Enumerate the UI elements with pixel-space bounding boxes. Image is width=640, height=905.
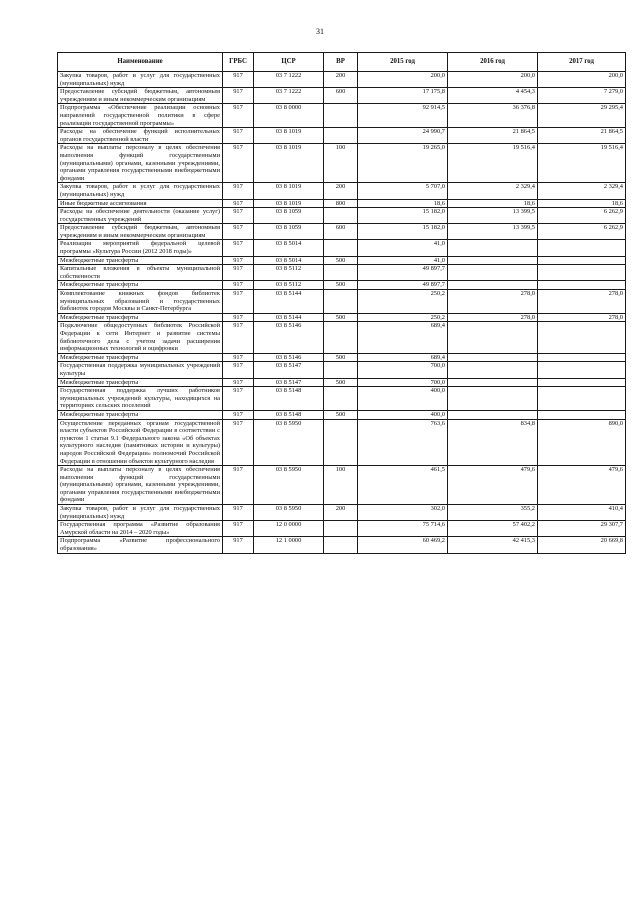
- header-grbs: ГРБС: [223, 53, 254, 72]
- amount-2017-cell: [538, 265, 626, 281]
- grbs-cell: 917: [223, 290, 254, 314]
- amount-2015-cell: 763,6: [358, 419, 448, 466]
- vr-cell: 500: [324, 410, 358, 419]
- amount-2015-cell: 75 714,6: [358, 521, 448, 537]
- amount-2015-cell: 92 914,5: [358, 104, 448, 128]
- csr-cell: 03 8 1019: [254, 128, 324, 144]
- vr-cell: 600: [324, 224, 358, 240]
- grbs-cell: 917: [223, 353, 254, 362]
- row-name-cell: Государственная поддержка муниципальных учреждений культуры: [58, 362, 223, 378]
- vr-cell: 500: [324, 378, 358, 387]
- header-csr: ЦСР: [254, 53, 324, 72]
- csr-cell: 03 8 5147: [254, 362, 324, 378]
- csr-cell: 03 7 1222: [254, 88, 324, 104]
- header-2015: 2015 год: [358, 53, 448, 72]
- grbs-cell: 917: [223, 144, 254, 183]
- header-vr: ВР: [324, 53, 358, 72]
- csr-cell: 03 8 5144: [254, 290, 324, 314]
- page-number: 31: [316, 27, 324, 36]
- amount-2016-cell: [448, 322, 538, 353]
- row-name-cell: Расходы на обеспечение деятельности (оказание услуг) государственных учреждений: [58, 208, 223, 224]
- csr-cell: 03 8 5144: [254, 313, 324, 322]
- amount-2015-cell: 302,0: [358, 505, 448, 521]
- csr-cell: 03 8 0000: [254, 104, 324, 128]
- amount-2017-cell: 29 307,7: [538, 521, 626, 537]
- header-2017: 2017 год: [538, 53, 626, 72]
- csr-cell: 03 8 5950: [254, 466, 324, 505]
- csr-cell: 03 8 1059: [254, 224, 324, 240]
- table-row: [58, 353, 626, 362]
- amount-2017-cell: [538, 240, 626, 256]
- amount-2016-cell: [448, 281, 538, 290]
- row-name-cell: Государственная поддержка лучших работников муниципальных учреждений культуры, находящихся на территориях сельских поселений: [58, 387, 223, 411]
- grbs-cell: 917: [223, 322, 254, 353]
- row-name-cell: Закупка товаров, работ и услуг для государственных (муниципальных) нужд: [58, 505, 223, 521]
- table-row: [58, 378, 626, 387]
- amount-2017-cell: 6 262,9: [538, 224, 626, 240]
- row-name-cell: Подпрограмма «Обеспечение реализации основных направлений государственной политики в сфере реализации государственной программы»: [58, 104, 223, 128]
- csr-cell: 03 8 5950: [254, 419, 324, 466]
- grbs-cell: 917: [223, 419, 254, 466]
- amount-2015-cell: 41,0: [358, 256, 448, 265]
- vr-cell: [324, 521, 358, 537]
- amount-2015-cell: 18,6: [358, 199, 448, 208]
- amount-2016-cell: [448, 387, 538, 411]
- table-row: [58, 537, 626, 553]
- amount-2017-cell: 278,0: [538, 313, 626, 322]
- row-name-cell: Закупка товаров, работ и услуг для государственных (муниципальных) нужд: [58, 72, 223, 88]
- table-row: [58, 281, 626, 290]
- vr-cell: [324, 104, 358, 128]
- table-row: [58, 322, 626, 353]
- amount-2015-cell: 200,0: [358, 72, 448, 88]
- table-row: [58, 521, 626, 537]
- amount-2016-cell: 479,6: [448, 466, 538, 505]
- grbs-cell: 917: [223, 387, 254, 411]
- vr-cell: [324, 290, 358, 314]
- vr-cell: 500: [324, 281, 358, 290]
- amount-2016-cell: 36 376,8: [448, 104, 538, 128]
- amount-2015-cell: 15 182,0: [358, 208, 448, 224]
- vr-cell: [324, 537, 358, 553]
- row-name-cell: Межбюджетные трансферты: [58, 410, 223, 419]
- amount-2015-cell: 250,2: [358, 313, 448, 322]
- vr-cell: 100: [324, 466, 358, 505]
- amount-2015-cell: 49 897,7: [358, 281, 448, 290]
- grbs-cell: 917: [223, 199, 254, 208]
- amount-2017-cell: 21 864,5: [538, 128, 626, 144]
- grbs-cell: 917: [223, 128, 254, 144]
- row-name-cell: Реализация мероприятий федеральной целевой программы «Культура России (2012 2018 годы)»: [58, 240, 223, 256]
- table-row: [58, 419, 626, 466]
- table-row: [58, 362, 626, 378]
- table-row: [58, 104, 626, 128]
- amount-2016-cell: 200,0: [448, 72, 538, 88]
- amount-2016-cell: 18,6: [448, 199, 538, 208]
- amount-2015-cell: 689,4: [358, 353, 448, 362]
- amount-2016-cell: 13 399,5: [448, 224, 538, 240]
- amount-2016-cell: 278,0: [448, 290, 538, 314]
- row-name-cell: Подключение общедоступных библиотек Российской Федерации к сети Интернет и развитие системы библиотечного дела с учетом задачи расширения информационных технологий и оцифровки: [58, 322, 223, 353]
- csr-cell: 03 8 5146: [254, 353, 324, 362]
- amount-2015-cell: 461,5: [358, 466, 448, 505]
- amount-2016-cell: 21 864,5: [448, 128, 538, 144]
- grbs-cell: 917: [223, 505, 254, 521]
- amount-2017-cell: 278,0: [538, 290, 626, 314]
- amount-2017-cell: [538, 362, 626, 378]
- csr-cell: 03 8 5148: [254, 410, 324, 419]
- amount-2017-cell: [538, 256, 626, 265]
- amount-2015-cell: 15 182,0: [358, 224, 448, 240]
- amount-2015-cell: 49 897,7: [358, 265, 448, 281]
- vr-cell: 200: [324, 72, 358, 88]
- csr-cell: 03 8 1059: [254, 208, 324, 224]
- budget-table: [57, 52, 626, 554]
- amount-2015-cell: 400,0: [358, 387, 448, 411]
- grbs-cell: 917: [223, 313, 254, 322]
- amount-2015-cell: 41,0: [358, 240, 448, 256]
- table-row: [58, 183, 626, 199]
- grbs-cell: 917: [223, 378, 254, 387]
- amount-2016-cell: 834,8: [448, 419, 538, 466]
- amount-2015-cell: 700,0: [358, 362, 448, 378]
- amount-2016-cell: 57 402,2: [448, 521, 538, 537]
- grbs-cell: 917: [223, 240, 254, 256]
- grbs-cell: 917: [223, 466, 254, 505]
- amount-2016-cell: [448, 410, 538, 419]
- amount-2017-cell: [538, 378, 626, 387]
- amount-2016-cell: 4 454,3: [448, 88, 538, 104]
- row-name-cell: Капитальные вложения в объекты муниципальной собственности: [58, 265, 223, 281]
- vr-cell: [324, 387, 358, 411]
- table-row: [58, 387, 626, 411]
- grbs-cell: 917: [223, 104, 254, 128]
- row-name-cell: Предоставление субсидий бюджетным, автономным учреждениям и иным некоммерческим организациям: [58, 88, 223, 104]
- amount-2016-cell: 278,0: [448, 313, 538, 322]
- vr-cell: [324, 128, 358, 144]
- row-name-cell: Государственная программа «Развитие образования Амурской области на 2014 – 2020 годы»: [58, 521, 223, 537]
- vr-cell: [324, 265, 358, 281]
- table-row: [58, 88, 626, 104]
- amount-2017-cell: [538, 387, 626, 411]
- amount-2017-cell: 19 516,4: [538, 144, 626, 183]
- row-name-cell: Межбюджетные трансферты: [58, 256, 223, 265]
- amount-2016-cell: [448, 265, 538, 281]
- amount-2017-cell: 200,0: [538, 72, 626, 88]
- vr-cell: [324, 208, 358, 224]
- amount-2016-cell: [448, 353, 538, 362]
- grbs-cell: 917: [223, 362, 254, 378]
- csr-cell: 12 1 0000: [254, 537, 324, 553]
- csr-cell: 03 8 5148: [254, 387, 324, 411]
- amount-2016-cell: 19 516,4: [448, 144, 538, 183]
- csr-cell: 03 8 1019: [254, 183, 324, 199]
- amount-2017-cell: [538, 410, 626, 419]
- amount-2016-cell: 13 399,5: [448, 208, 538, 224]
- amount-2017-cell: 479,6: [538, 466, 626, 505]
- amount-2017-cell: [538, 281, 626, 290]
- vr-cell: [324, 322, 358, 353]
- amount-2016-cell: [448, 256, 538, 265]
- csr-cell: 03 8 5014: [254, 256, 324, 265]
- csr-cell: 03 8 1019: [254, 144, 324, 183]
- vr-cell: [324, 419, 358, 466]
- amount-2017-cell: 7 279,0: [538, 88, 626, 104]
- vr-cell: [324, 362, 358, 378]
- vr-cell: 500: [324, 256, 358, 265]
- csr-cell: 03 7 1222: [254, 72, 324, 88]
- vr-cell: 200: [324, 183, 358, 199]
- csr-cell: 03 8 5112: [254, 265, 324, 281]
- table-row: [58, 505, 626, 521]
- row-name-cell: Межбюджетные трансферты: [58, 378, 223, 387]
- row-name-cell: Предоставление субсидий бюджетным, автономным учреждениям и иным некоммерческим организациям: [58, 224, 223, 240]
- amount-2015-cell: 700,0: [358, 378, 448, 387]
- vr-cell: 100: [324, 144, 358, 183]
- row-name-cell: Межбюджетные трансферты: [58, 353, 223, 362]
- grbs-cell: 917: [223, 72, 254, 88]
- amount-2017-cell: 410,4: [538, 505, 626, 521]
- amount-2017-cell: [538, 353, 626, 362]
- row-name-cell: Расходы на обеспечение функций исполнительных органов государственной власти: [58, 128, 223, 144]
- row-name-cell: Иные бюджетные ассигнования: [58, 199, 223, 208]
- csr-cell: 03 8 5950: [254, 505, 324, 521]
- grbs-cell: 917: [223, 208, 254, 224]
- row-name-cell: Расходы на выплаты персоналу в целях обеспечения выполнения функций государственными (муниципальными) органами, казенными учреждениями, органами управления государственными внебюджетными фондами: [58, 466, 223, 505]
- grbs-cell: 917: [223, 265, 254, 281]
- row-name-cell: Подпрограмма «Развитие профессионального образования»: [58, 537, 223, 553]
- amount-2016-cell: [448, 240, 538, 256]
- table-row: [58, 410, 626, 419]
- vr-cell: 200: [324, 505, 358, 521]
- table-header-row: [58, 53, 626, 72]
- row-name-cell: Осуществление переданных органам государственной власти субъектов Российской Федерации в соответствии с пунктом 1 статьи 9.1 Федерального закона «Об объектах культурного наследия (памятниках истории и культуры) народов Российской Федерации» полномочий Российской Федерации в отношении объектов культурного наследия: [58, 419, 223, 466]
- amount-2015-cell: 400,0: [358, 410, 448, 419]
- amount-2015-cell: 689,4: [358, 322, 448, 353]
- table-row: [58, 199, 626, 208]
- amount-2017-cell: 2 329,4: [538, 183, 626, 199]
- grbs-cell: 917: [223, 537, 254, 553]
- table-row: [58, 240, 626, 256]
- grbs-cell: 917: [223, 281, 254, 290]
- vr-cell: 800: [324, 199, 358, 208]
- header-2016: 2016 год: [448, 53, 538, 72]
- table-row: [58, 466, 626, 505]
- row-name-cell: Межбюджетные трансферты: [58, 313, 223, 322]
- csr-cell: 03 8 5146: [254, 322, 324, 353]
- amount-2016-cell: 2 329,4: [448, 183, 538, 199]
- amount-2016-cell: 42 415,3: [448, 537, 538, 553]
- amount-2015-cell: 250,2: [358, 290, 448, 314]
- amount-2017-cell: 6 262,9: [538, 208, 626, 224]
- grbs-cell: 917: [223, 256, 254, 265]
- amount-2017-cell: 29 295,4: [538, 104, 626, 128]
- vr-cell: 600: [324, 88, 358, 104]
- amount-2017-cell: 20 669,8: [538, 537, 626, 553]
- vr-cell: 500: [324, 313, 358, 322]
- csr-cell: 03 8 1019: [254, 199, 324, 208]
- csr-cell: 03 8 5147: [254, 378, 324, 387]
- table-row: [58, 208, 626, 224]
- amount-2015-cell: 17 175,8: [358, 88, 448, 104]
- table-row: [58, 265, 626, 281]
- table-row: [58, 313, 626, 322]
- grbs-cell: 917: [223, 183, 254, 199]
- amount-2015-cell: 5 707,0: [358, 183, 448, 199]
- grbs-cell: 917: [223, 88, 254, 104]
- amount-2016-cell: [448, 362, 538, 378]
- table-row: [58, 290, 626, 314]
- amount-2017-cell: [538, 322, 626, 353]
- row-name-cell: Расходы на выплаты персоналу в целях обеспечения выполнения функций государственными (муниципальными) органами, казенными учреждениями, органами управления государственными внебюджетными фондами: [58, 144, 223, 183]
- row-name-cell: Комплектование книжных фондов библиотек муниципальных образований и государственных библиотек городов Москвы и Санкт-Петербурга: [58, 290, 223, 314]
- row-name-cell: Закупка товаров, работ и услуг для государственных (муниципальных) нужд: [58, 183, 223, 199]
- vr-cell: [324, 240, 358, 256]
- amount-2016-cell: [448, 378, 538, 387]
- table-row: [58, 128, 626, 144]
- amount-2015-cell: 19 265,0: [358, 144, 448, 183]
- csr-cell: 03 8 5112: [254, 281, 324, 290]
- csr-cell: 12 0 0000: [254, 521, 324, 537]
- table-row: [58, 256, 626, 265]
- amount-2015-cell: 60 469,2: [358, 537, 448, 553]
- amount-2016-cell: 355,2: [448, 505, 538, 521]
- table-row: [58, 72, 626, 88]
- row-name-cell: Межбюджетные трансферты: [58, 281, 223, 290]
- vr-cell: 500: [324, 353, 358, 362]
- amount-2017-cell: 890,0: [538, 419, 626, 466]
- grbs-cell: 917: [223, 410, 254, 419]
- grbs-cell: 917: [223, 521, 254, 537]
- amount-2017-cell: 18,6: [538, 199, 626, 208]
- csr-cell: 03 8 5014: [254, 240, 324, 256]
- table-row: [58, 224, 626, 240]
- amount-2015-cell: 24 990,7: [358, 128, 448, 144]
- grbs-cell: 917: [223, 224, 254, 240]
- header-name: Наименование: [58, 53, 223, 72]
- table-row: [58, 144, 626, 183]
